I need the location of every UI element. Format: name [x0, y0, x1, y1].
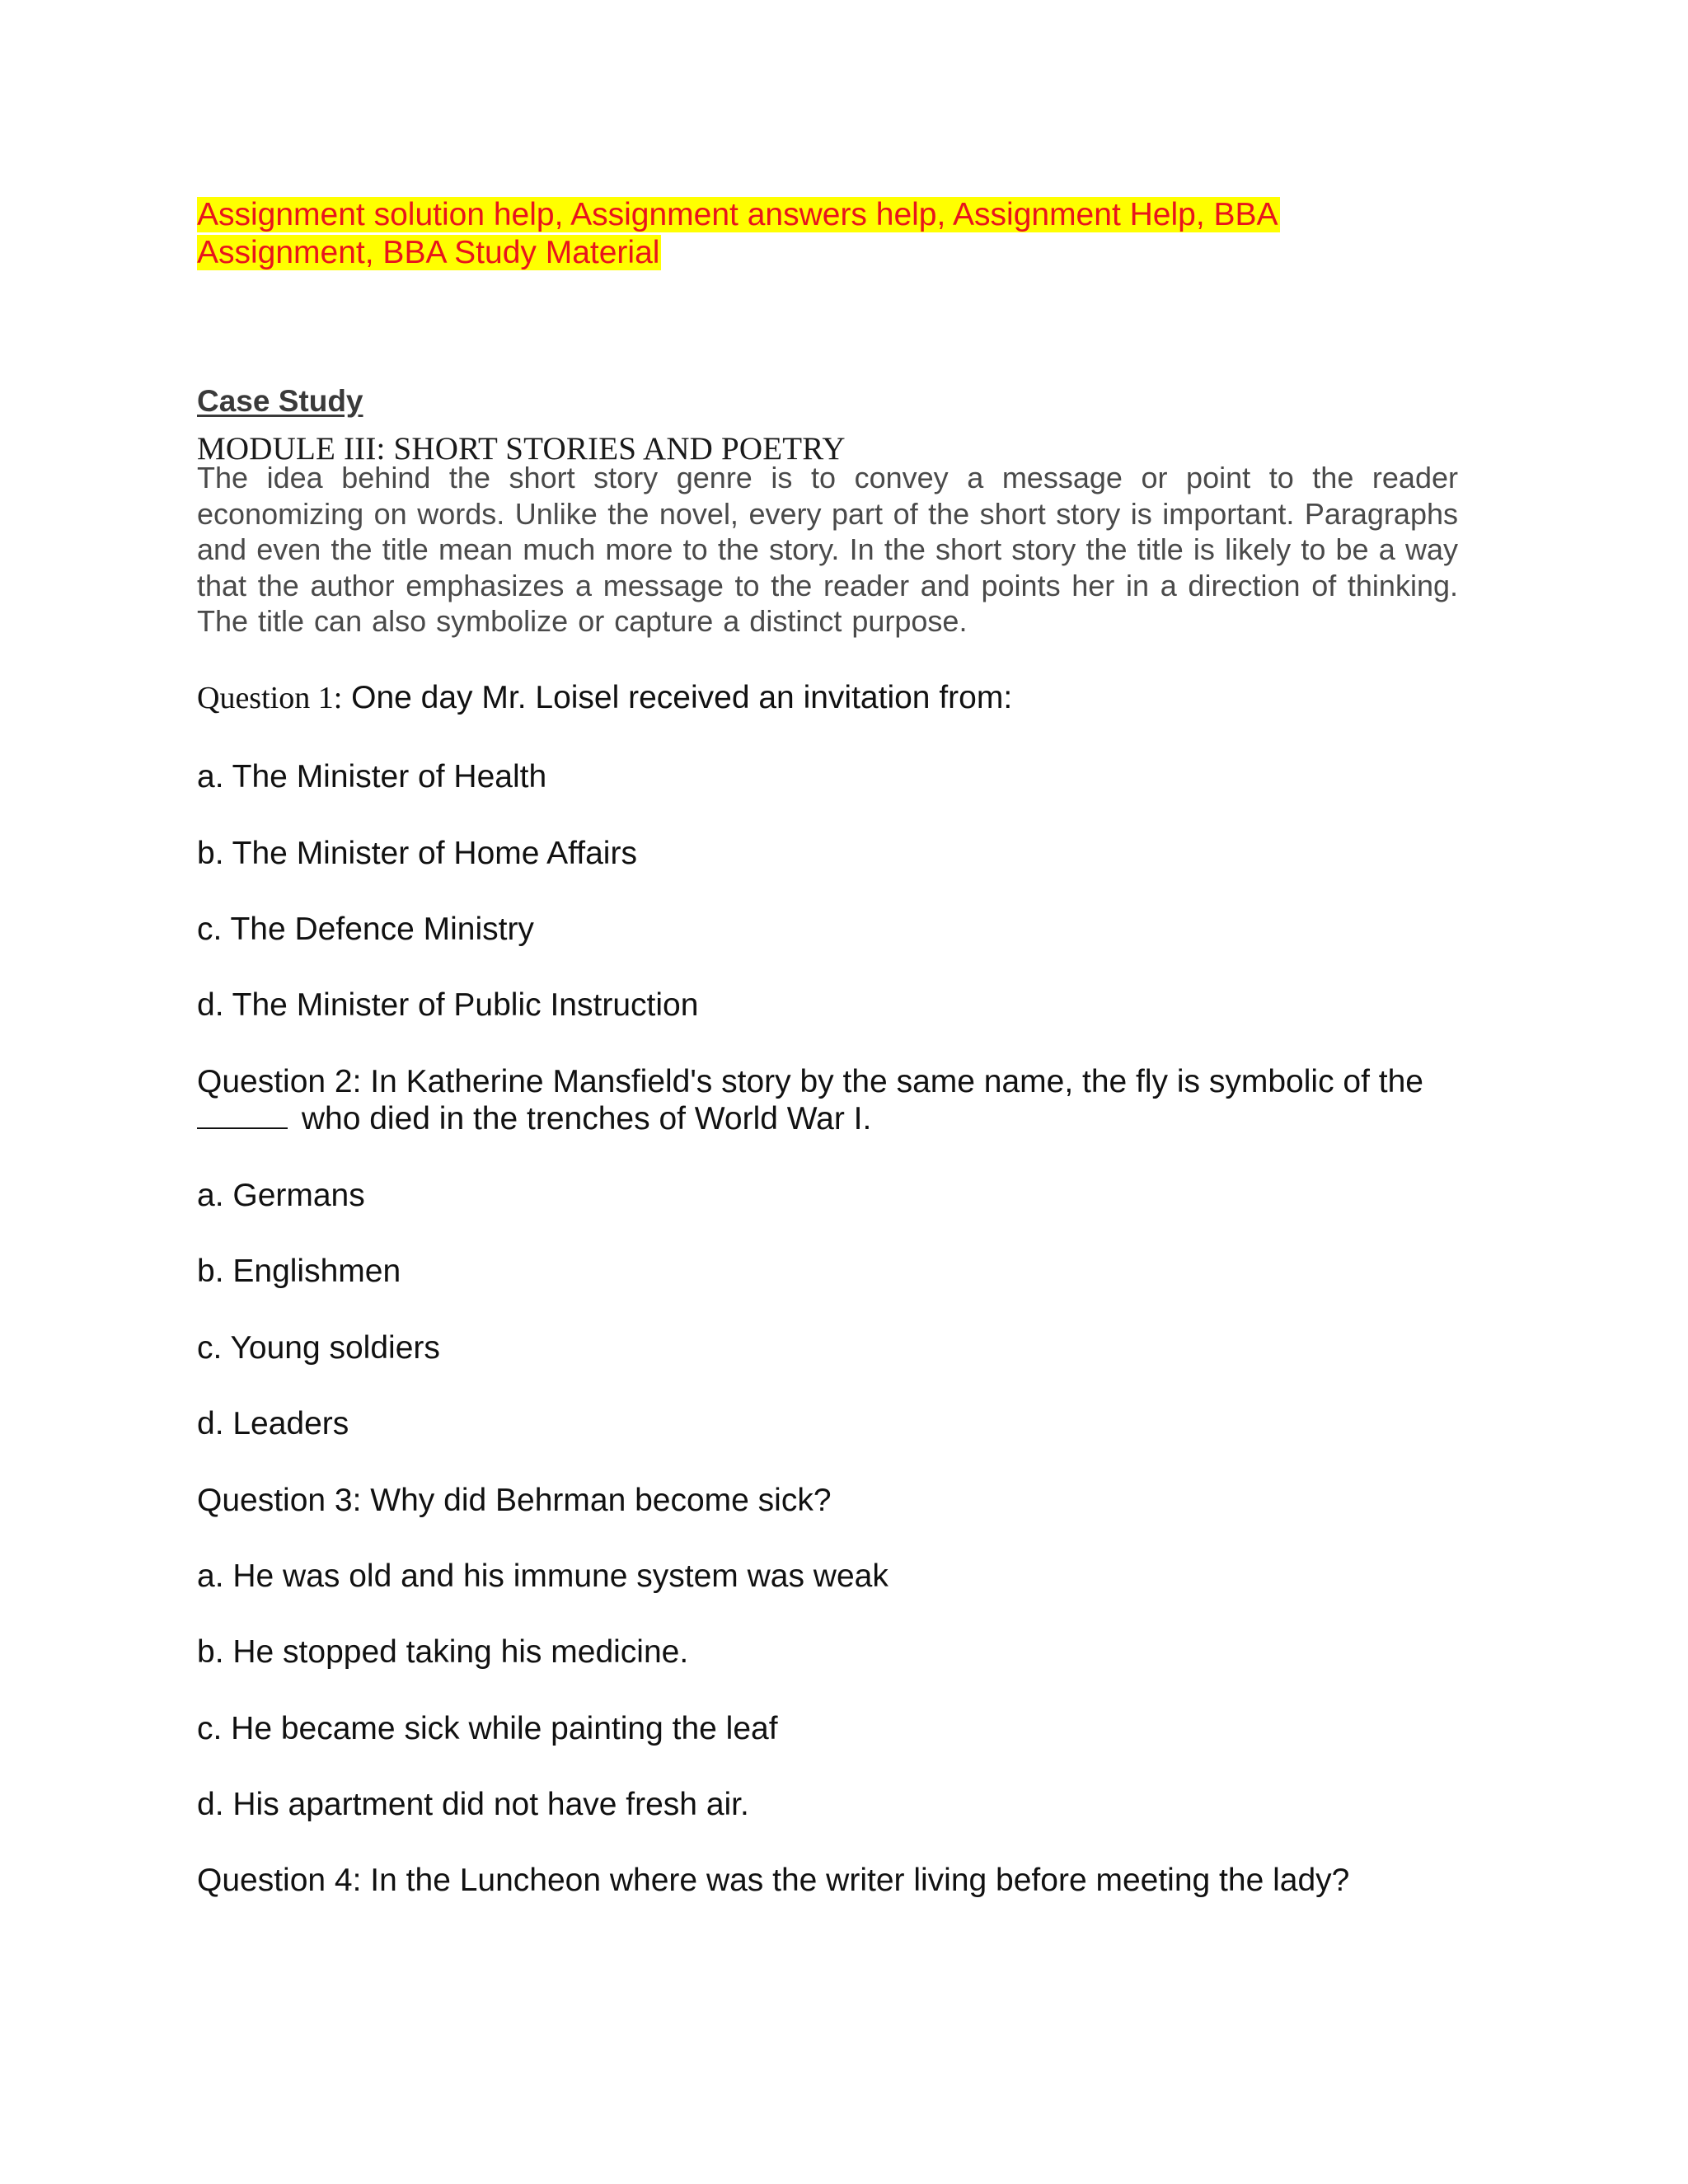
question-4	[197, 1862, 1349, 1900]
question-1-option-c: c. The Defence Ministry	[197, 912, 534, 947]
question-1-text: One day Mr. Loisel received an invitation from:	[342, 680, 1013, 715]
promo-banner	[197, 196, 1516, 272]
fill-in-blank	[197, 1099, 288, 1129]
question-2-text-line-2: who died in the trenches of World War I.	[293, 1101, 872, 1137]
question-3-option-d: d. His apartment did not have fresh air.	[197, 1787, 749, 1822]
question-4-text: In the Luncheon where was the writer living before meeting the lady?	[361, 1863, 1350, 1898]
question-1-option-b: b. The Minister of Home Affairs	[197, 836, 637, 871]
module-title: MODULE III: SHORT STORIES AND POETRY	[197, 431, 846, 466]
question-1	[197, 679, 1012, 717]
question-3	[197, 1482, 832, 1520]
question-2-text-line-1: In Katherine Mansfield's story by the same name, the fly is symbolic of the	[361, 1064, 1423, 1099]
question-3-text: Why did Behrman become sick?	[361, 1483, 832, 1518]
question-4-label: Question 4:	[197, 1863, 362, 1898]
question-2-option-a: a. Germans	[197, 1178, 365, 1213]
question-1-label: Question 1:	[197, 681, 343, 715]
question-1-option-a: a. The Minister of Health	[197, 759, 547, 794]
question-3-label: Question 3:	[197, 1483, 362, 1518]
question-3-option-b: b. He stopped taking his medicine.	[197, 1634, 689, 1670]
question-3-option-c: c. He became sick while painting the leaf	[197, 1711, 778, 1746]
case-study-heading: Case Study	[197, 384, 363, 418]
question-2-option-b: b. Englishmen	[197, 1254, 401, 1289]
intro-paragraph: The idea behind the short story genre is to convey a message or point to the reader economizing on words. Unlike the novel, every part of the short story is important. Paragraphs and even the title mean much more to the story. In the short story the title is likely to be a way that the author emphasizes a message to the reader and points her in a direction of thinking. The title can also symbolize or capture a distinct purpose.	[197, 461, 1458, 638]
question-2-continuation	[197, 1099, 871, 1138]
question-2-option-d: d. Leaders	[197, 1406, 349, 1441]
question-1-option-d: d. The Minister of Public Instruction	[197, 987, 699, 1023]
question-2-label: Question 2:	[197, 1064, 362, 1099]
question-2-option-c: c. Young soldiers	[197, 1330, 440, 1366]
banner-line-1: Assignment solution help, Assignment answers help, Assignment Help, BBA	[197, 197, 1278, 232]
banner-line-2: Assignment, BBA Study Material	[197, 235, 660, 270]
question-3-option-a: a. He was old and his immune system was weak	[197, 1558, 889, 1594]
question-2	[197, 1063, 1423, 1101]
